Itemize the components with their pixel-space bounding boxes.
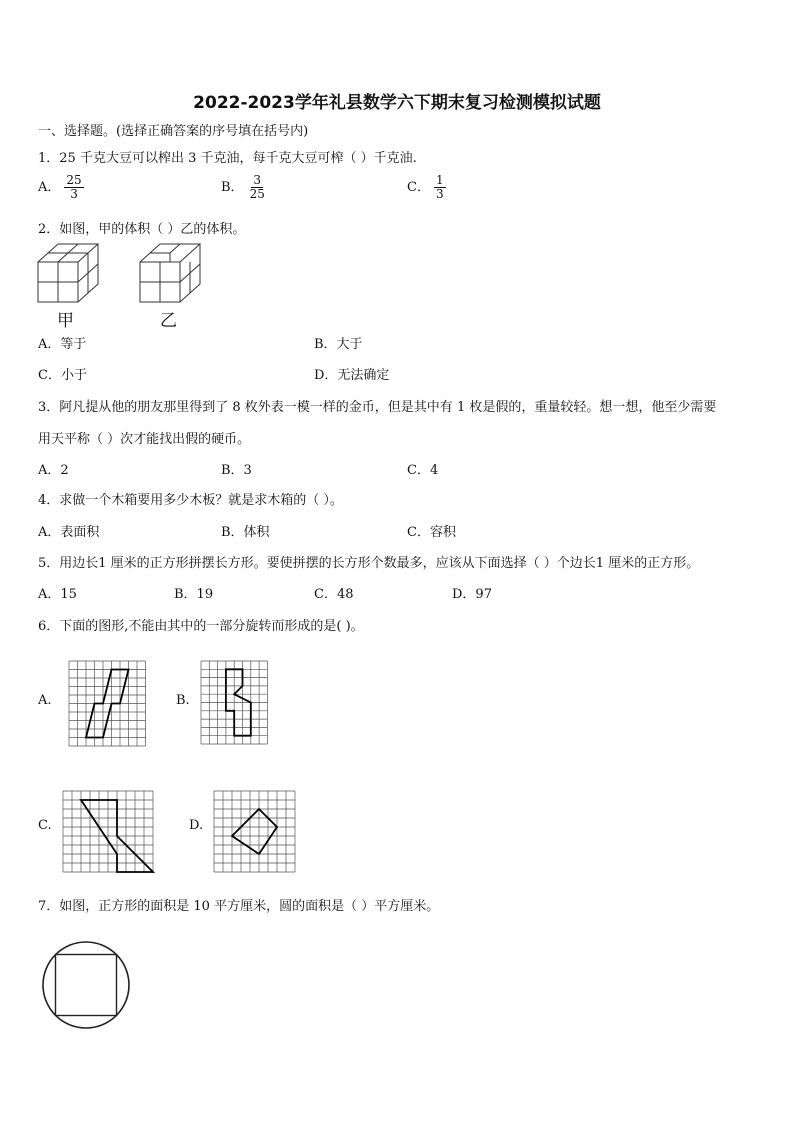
circle-square-figure [40,940,132,1030]
q1-option-c-fraction [434,174,446,201]
inscribed-square [56,955,117,1016]
denominator: 25 [249,187,265,201]
grid-figure-d [213,790,293,876]
q4-option-a[interactable]: A．表面积 [38,525,100,540]
question-4-text: 4．求做一个木箱要用多少木板？就是求木箱的（ ）。 [38,493,343,508]
q1-option-b-fraction [248,174,267,201]
q2-option-b[interactable]: B．大于 [314,337,363,352]
question-2-text: 2．如图，甲的体积（ ）乙的体积。 [38,222,246,237]
question-6-text: 6．下面的图形,不能由其中的一部分旋转而形成的是( )。 [38,619,364,634]
q1-option-b[interactable] [221,174,267,201]
denominator: 3 [70,187,78,201]
grid-figure-b [200,660,270,748]
page-title: 2022-2023学年礼县数学六下期末复习检测模拟试题 [193,93,601,113]
q1-option-a[interactable] [38,174,84,201]
q1-option-a-label: A． [38,180,61,195]
q5-option-d[interactable]: D．97 [452,587,492,602]
q6-option-b-label[interactable]: B. [176,693,190,708]
q4-option-b[interactable]: B．体积 [221,525,270,540]
cube-figure-yi [138,240,208,310]
question-5-text: 5．用边长1 厘米的正方形拼摆长方形。要使拼摆的长方形个数最多，应该从下面选择（ ）个边长1 厘米的正方形。 [38,556,700,571]
q1-option-c[interactable] [407,174,446,201]
q3-option-c[interactable]: C．4 [407,463,439,478]
grid-figure-a [68,660,148,748]
q2-option-d[interactable]: D．无法确定 [314,368,390,383]
q1-option-c-label: C． [407,180,430,195]
numerator: 25 [66,173,82,187]
q5-option-a[interactable]: A．15 [38,587,77,602]
cube-figure-jia [36,240,106,310]
outlined-shape [232,809,277,854]
q1-option-a-fraction [64,174,83,201]
q5-option-c[interactable]: C．48 [314,587,354,602]
q3-option-b[interactable]: B．3 [221,463,252,478]
figure-label-yi: 乙 [160,311,177,331]
q2-option-a[interactable]: A．等于 [38,337,87,352]
q6-option-d-label[interactable]: D. [189,818,204,833]
q2-option-c[interactable]: C．小于 [38,368,87,383]
q5-option-b[interactable]: B．19 [174,587,214,602]
question-7-text: 7．如图，正方形的面积是 10 平方厘米，圆的面积是（ ）平方厘米。 [38,899,440,914]
q3-option-a[interactable]: A．2 [38,463,69,478]
numerator: 3 [253,173,262,187]
numerator: 1 [435,173,444,187]
q4-option-c[interactable]: C．容积 [407,525,456,540]
question-3-text-line1: 3．阿凡提从他的朋友那里得到了 8 枚外表一模一样的金币，但是其中有 1 枚是假的，重量较轻。想一想，他至少需要 [38,400,717,415]
denominator: 3 [435,187,444,201]
grid-figure-c [62,790,154,876]
question-1-text: 1．25 千克大豆可以榨出 3 千克油，每千克大豆可榨（ ）千克油. [38,151,417,166]
section-heading: 一、选择题。(选择正确答案的序号填在括号内) [38,124,309,139]
question-3-text-line2: 用天平称（ ）次才能找出假的硬币。 [38,432,251,447]
figure-label-jia: 甲 [57,311,74,331]
q6-option-c-label[interactable]: C. [38,818,52,833]
q6-option-a-label[interactable]: A. [38,693,52,708]
q1-option-b-label: B． [221,180,244,195]
